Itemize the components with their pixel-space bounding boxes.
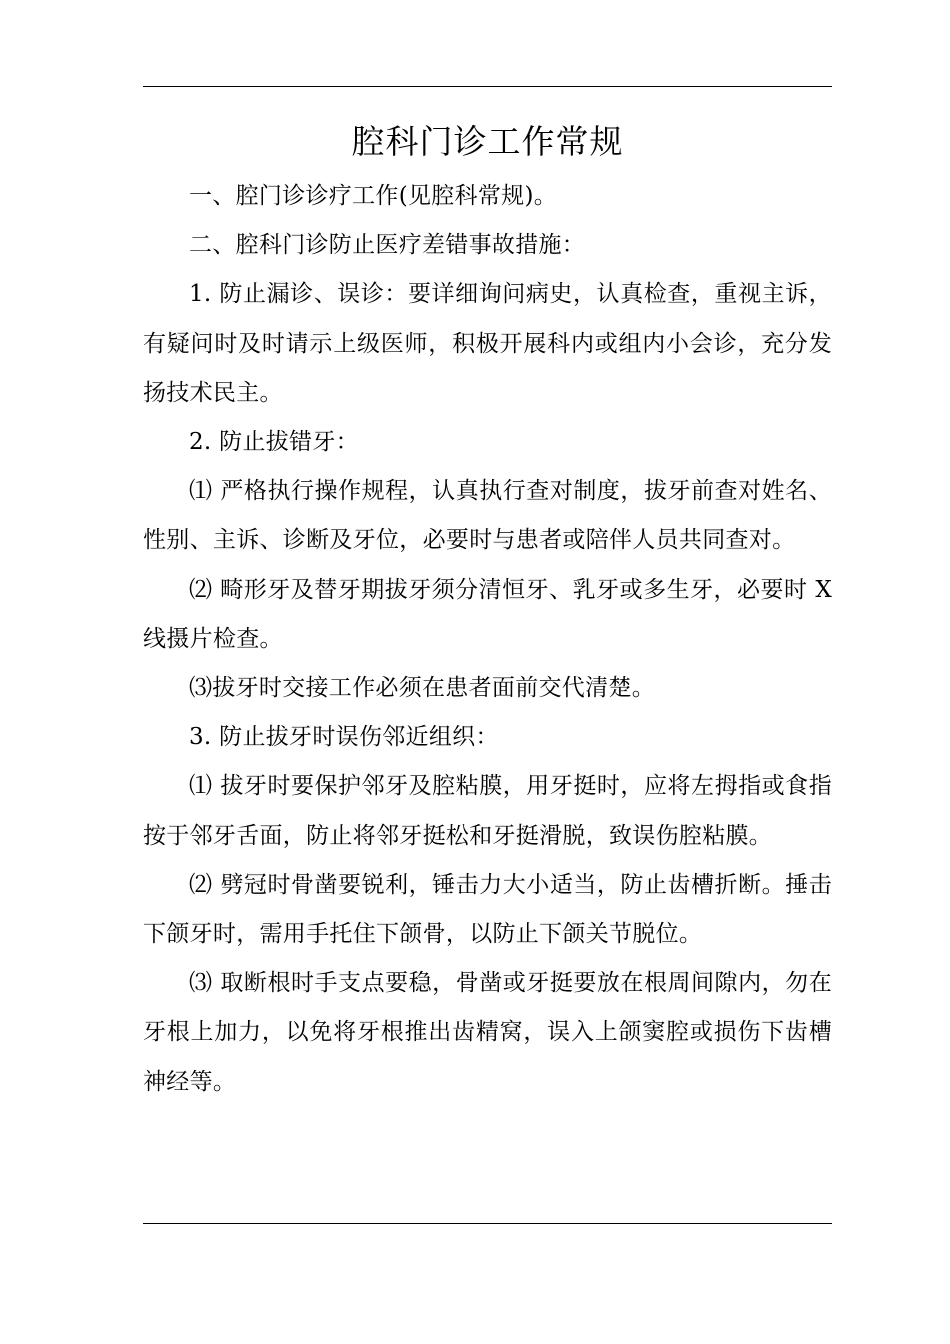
- paragraph-crown-splitting: ⑵ 劈冠时骨凿要锐利，锤击力大小适当，防止齿槽折断。捶击下颌牙时，需用手托住下颌骨，以防止下颌关节脱位。: [143, 871, 832, 948]
- paragraph-deformed-teeth: ⑵ 畸形牙及替牙期拔牙须分清恒牙、乳牙或多生牙，必要时 X 线摄片检查。: [143, 576, 832, 652]
- paragraph-handover: ⑶拔牙时交接工作必须在患者面前交代清楚。: [189, 675, 655, 702]
- paragraph-prevent-wrong-extraction: 2. 防止拔错牙：: [189, 429, 359, 456]
- paragraph-prevent-misdiagnosis: 1. 防止漏诊、误诊：要详细询问病史，认真检查，重视主诉，有疑问时及时请示上级医师，积极开展科内或组内小会诊，充分发扬技术民主。: [143, 281, 832, 406]
- document-body: [143, 112, 832, 1107]
- paragraph-prevent-tissue-injury: 3. 防止拔牙时误伤邻近组织：: [189, 724, 499, 751]
- header-rule: [143, 86, 832, 87]
- paragraph-broken-root: ⑶ 取断根时手支点要稳，骨凿或牙挺要放在根周间隙内，勿在牙根上加力，以免将牙根推出齿精窝，误入上颌窦腔或损伤下齿槽神经等。: [143, 970, 832, 1095]
- document-title: 腔科门诊工作常规: [351, 122, 624, 161]
- paragraph-outpatient-work: 一、腔门诊诊疗工作(见腔科常规)。: [189, 183, 558, 209]
- paragraph-error-prevention-heading: 二、腔科门诊防止医疗差错事故措施：: [189, 232, 586, 259]
- paragraph-procedure-check: ⑴ 严格执行操作规程，认真执行查对制度，拔牙前查对姓名、性别、主诉、诊断及牙位，必要时与患者或陪伴人员共同查对。: [143, 478, 832, 554]
- footer-rule: [143, 1223, 832, 1224]
- paragraph-protect-adjacent-teeth: ⑴ 拔牙时要保护邻牙及腔粘膜，用牙挺时，应将左拇指或食指按于邻牙舌面，防止将邻牙挺松和牙挺滑脱，致误伤腔粘膜。: [143, 773, 832, 849]
